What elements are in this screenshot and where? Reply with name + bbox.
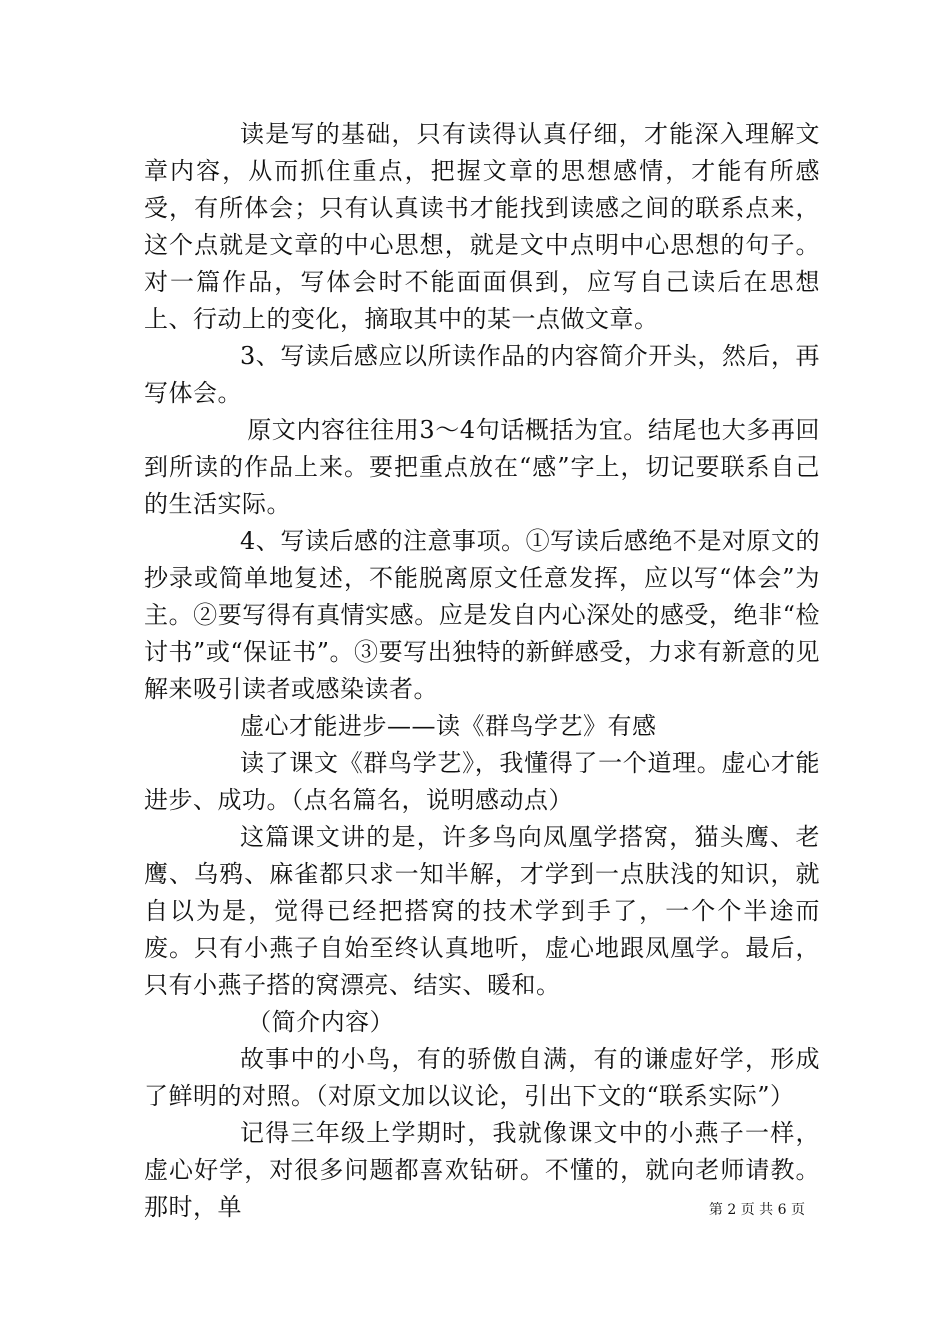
paragraph-personal-experience: 记得三年级上学期时，我就像课文中的小燕子一样，虚心好学，对很多问题都喜欢钻研。不懂的，就向老师请教。那时，单 <box>144 1119 820 1221</box>
paragraph-point-3: 3、写读后感应以所读作品的内容简介开头，然后，再写体会。 <box>144 342 820 407</box>
paragraph-summary-length: 原文内容往往用3～4句话概括为宜。结尾也大多再回到所读的作品上来。要把重点放在“感”字上，切记要联系自己的生活实际。 <box>144 416 820 518</box>
paragraph-story-summary: 这篇课文讲的是，许多鸟向凤凰学搭窝，猫头鹰、老鹰、乌鸦、麻雀都只求一知半解，才学到一点肤浅的知识，就自以为是，觉得已经把搭窝的技术学到手了，一个个半途而废。只有小燕子自始至终认真地听，虚心地跟凤凰学。最后，只有小燕子搭的窝漂亮、结实、暖和。 <box>144 823 820 999</box>
page-number-footer: 第 2 页 共 6 页 <box>708 1202 805 1218</box>
paragraph-reading-basis: 读是写的基础，只有读得认真仔细，才能深入理解文章内容，从而抓住重点，把握文章的思想感情，才能有所感受，有所体会；只有认真读书才能找到读感之间的联系点来，这个点就是文章的中心思想，就是文中点明中心思想的句子。对一篇作品，写体会时不能面面俱到，应写自己读后在思想上、行动上的变化，摘取其中的某一点做文章。 <box>144 120 820 333</box>
paragraph-contrast: 故事中的小鸟，有的骄傲自满，有的谦虚好学，形成了鲜明的对照。（对原文加以议论，引出下文的“联系实际”） <box>144 1045 820 1110</box>
document-page <box>144 116 820 1226</box>
paragraph-essay-intro: 读了课文《群鸟学艺》，我懂得了一个道理。虚心才能进步、成功。（点名篇名，说明感动点） <box>144 749 820 814</box>
paragraph-summary-note: （简介内容） <box>247 1008 395 1036</box>
essay-title: 虚心才能进步——读《群鸟学艺》有感 <box>240 712 657 740</box>
paragraph-point-4: 4、写读后感的注意事项。①写读后感绝不是对原文的抄录或简单地复述，不能脱离原文任意发挥，应以写“体会”为主。②要写得有真情实感。应是发自内心深处的感受，绝非“检讨书”或“保证书”。③要写出独特的新鲜感受，力求有新意的见解来吸引读者或感染读者。 <box>144 527 820 703</box>
